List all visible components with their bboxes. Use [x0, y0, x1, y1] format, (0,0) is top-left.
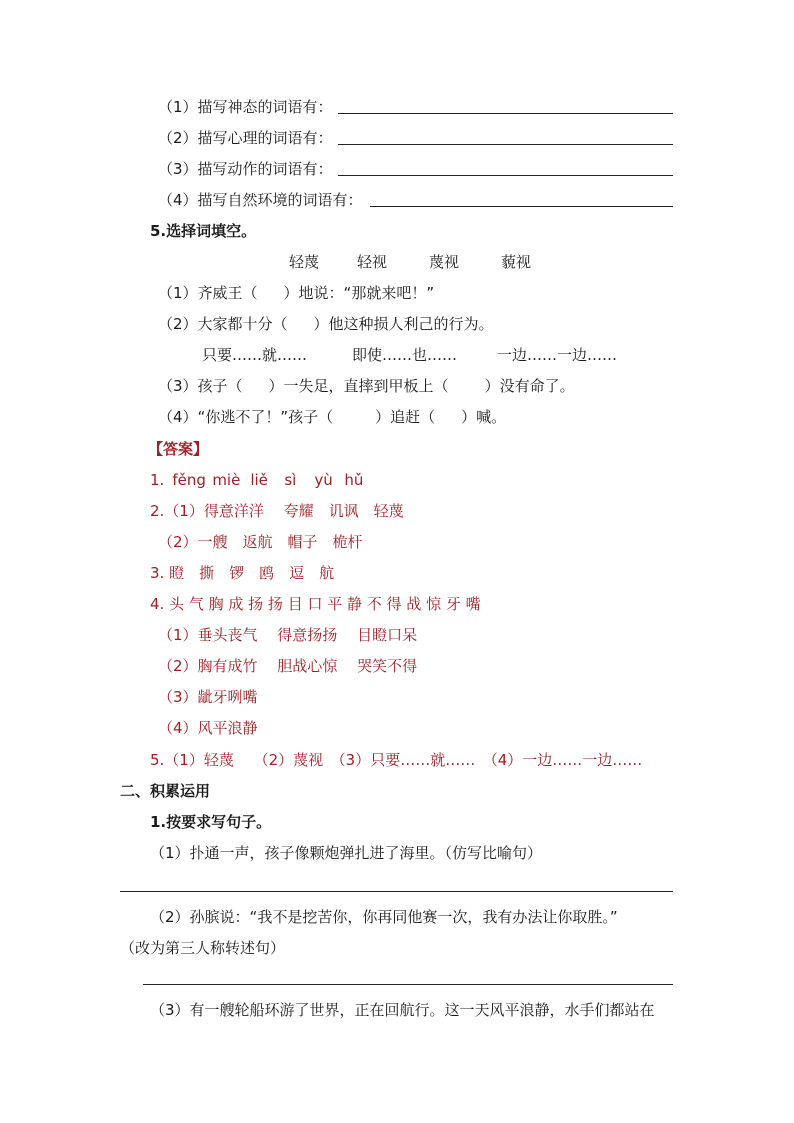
- pinyin: liě: [250, 471, 268, 489]
- q4-line-1: （1）描写神态的词语有：: [158, 98, 333, 116]
- answer-4-1: （1）垂头丧气 得意扬扬 目瞪口呆: [158, 626, 418, 644]
- answer-5: 5.（1）轻蔑 （2）蔑视 （3）只要……就…… （4）一边……一边……: [150, 751, 643, 769]
- pinyin: fěng: [172, 471, 206, 489]
- word-option: 藐视: [501, 253, 532, 271]
- pinyin: miè: [212, 471, 241, 489]
- word-option: 轻视: [357, 253, 388, 271]
- section-2-sentence-3: （3）有一艘轮船环游了世界，正在回航行。这一天风平浪静，水手们都站在: [150, 1001, 655, 1019]
- q5-sentence-2: （2）大家都十分（ ）他这种损人利己的行为。: [158, 315, 494, 333]
- answer-4: 4. 头 气 胸 成 扬 扬 目 口 平 静 不 得 战 惊 牙 嘴: [150, 595, 481, 613]
- word-option: 一边……一边……: [497, 346, 618, 364]
- q5-sentence-4: （4）“你逃不了！”孩子（ ）追赶（ ）喊。: [158, 408, 507, 426]
- answer-2-2: （2）一艘 返航 帽子 桅杆: [158, 533, 363, 551]
- section-2-sentence-2-note: （改为第三人称转述句）: [120, 939, 286, 957]
- q4-line-2: （2）描写心理的词语有：: [158, 129, 333, 147]
- answer-line-3[interactable]: [338, 175, 673, 176]
- answer-label: 【答案】: [148, 440, 209, 458]
- answer-line-4[interactable]: [370, 206, 673, 207]
- answer-3: 3. 瞪 撕 锣 鸥 逗 航: [150, 564, 335, 582]
- answer-2-1: 2.（1）得意洋洋 夸耀 讥讽 轻蔑: [150, 502, 404, 520]
- answer-4-2: （2）胸有成竹 胆战心惊 哭笑不得: [158, 657, 418, 675]
- answer-line-6[interactable]: [143, 984, 673, 985]
- q5-word-bank-1: [289, 252, 531, 272]
- pinyin: yù: [314, 471, 333, 489]
- q5-word-bank-2: [202, 345, 617, 365]
- answer-line-2[interactable]: [338, 144, 673, 145]
- answer-line-1[interactable]: [338, 113, 673, 114]
- q4-line-3: （3）描写动作的词语有：: [158, 160, 333, 178]
- word-option: 只要……就……: [202, 346, 308, 364]
- q4-line-4: （4）描写自然环境的词语有：: [158, 191, 363, 209]
- answer-line-5[interactable]: [120, 891, 673, 892]
- word-option: 即使……也……: [352, 346, 458, 364]
- q5-sentence-3: （3）孩子（ ）一失足，直摔到甲板上（ ）没有命了。: [158, 377, 575, 395]
- word-option: 轻蔑: [289, 253, 320, 271]
- section-2-sentence-2: （2）孙膑说：“我不是挖苦你，你再同他赛一次，我有办法让你取胜。”: [150, 908, 618, 926]
- pinyin: hǔ: [344, 471, 364, 489]
- pinyin: sì: [284, 471, 297, 489]
- q5-sentence-1: （1）齐威王（ ）地说：“那就来吧！”: [158, 284, 435, 302]
- answer-4-3: （3）龇牙咧嘴: [158, 688, 258, 706]
- section-2-q1-title: 1.按要求写句子。: [150, 813, 272, 831]
- section-2-sentence-1: （1）扑通一声，孩子像颗炮弹扎进了海里。（仿写比喻句）: [150, 844, 543, 862]
- section-2-title: 二、积累运用: [120, 782, 211, 800]
- word-option: 蔑视: [429, 253, 460, 271]
- q5-title: 5.选择词填空。: [150, 222, 257, 240]
- answer-4-4: （4）风平浪静: [158, 719, 258, 737]
- answer-1: 1. fěng miè liě sì yù hǔ: [150, 471, 364, 489]
